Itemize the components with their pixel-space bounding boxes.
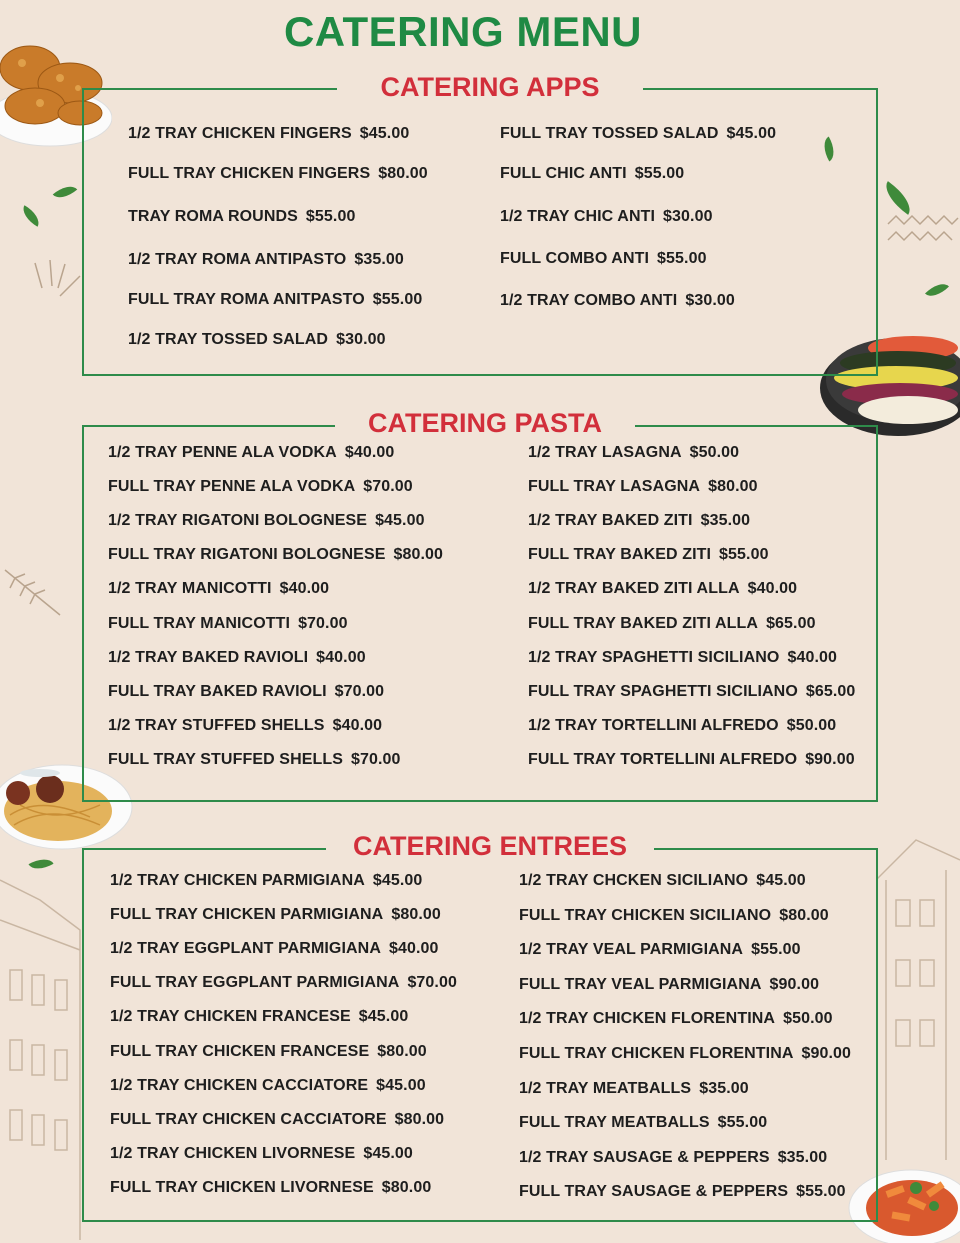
menu-item-name: 1/2 TRAY BAKED ZITI ALLA xyxy=(528,580,740,598)
menu-item-price: $45.00 xyxy=(376,1076,426,1094)
menu-item-name: FULL TRAY ROMA ANITPASTO xyxy=(128,291,365,308)
menu-item-price: $45.00 xyxy=(726,125,777,142)
menu-item xyxy=(108,580,329,598)
menu-item-price: $45.00 xyxy=(372,872,423,889)
menu-item-price: $30.00 xyxy=(663,208,713,225)
menu-item xyxy=(110,1077,426,1095)
menu-item-price: $45.00 xyxy=(756,872,806,889)
menu-item-price: $65.00 xyxy=(766,614,816,632)
menu-item-name: 1/2 TRAY ROMA ANTIPASTO xyxy=(128,251,347,268)
menu-item xyxy=(128,331,386,349)
menu-item-price: $80.00 xyxy=(779,906,829,924)
menu-item-price: $55.00 xyxy=(796,1183,846,1201)
menu-item-name: FULL TRAY MEATBALLS xyxy=(519,1114,710,1132)
menu-item xyxy=(519,1149,827,1167)
menu-item-price: $80.00 xyxy=(381,1178,432,1196)
menu-item-name: 1/2 TRAY CHIC ANTI xyxy=(500,208,656,225)
menu-item xyxy=(108,444,394,462)
menu-item xyxy=(519,872,806,890)
apps-section-title: CATERING APPS xyxy=(337,72,643,103)
menu-item-price: $80.00 xyxy=(394,1110,445,1128)
menu-item xyxy=(528,683,855,701)
menu-item xyxy=(519,1080,749,1098)
menu-item-price: $55.00 xyxy=(719,546,769,564)
menu-item-price: $55.00 xyxy=(751,941,801,959)
menu-item-name: FULL TRAY CHICKEN FRANCESE xyxy=(110,1042,370,1060)
pasta-section-title: CATERING PASTA xyxy=(335,408,635,439)
menu-item xyxy=(528,751,855,769)
menu-item xyxy=(108,478,413,496)
menu-item-price: $70.00 xyxy=(334,682,385,700)
menu-item-price: $40.00 xyxy=(279,580,330,598)
menu-item-name: 1/2 TRAY PENNE ALA VODKA xyxy=(108,444,337,461)
menu-item-price: $45.00 xyxy=(358,1008,409,1026)
building-sketch-left xyxy=(0,860,90,1240)
menu-item xyxy=(519,907,829,925)
menu-item-name: 1/2 TRAY VEAL PARMIGIANA xyxy=(519,941,744,959)
menu-item xyxy=(500,250,707,268)
menu-item-price: $80.00 xyxy=(378,165,428,182)
menu-item-name: 1/2 TRAY CHICKEN PARMIGIANA xyxy=(110,872,365,889)
menu-item-price: $45.00 xyxy=(363,1144,413,1162)
menu-item-price: $35.00 xyxy=(700,512,751,530)
menu-item xyxy=(110,872,422,890)
menu-item-name: FULL TRAY CHICKEN CACCIATORE xyxy=(110,1110,387,1128)
menu-item-price: $55.00 xyxy=(657,250,707,267)
menu-item-name: FULL COMBO ANTI xyxy=(500,250,650,267)
menu-item-name: 1/2 TRAY CHICKEN FRANCESE xyxy=(110,1008,351,1026)
menu-item-name: FULL TRAY TORTELLINI ALFREDO xyxy=(528,750,798,768)
menu-item-price: $45.00 xyxy=(375,512,425,530)
menu-item xyxy=(110,1145,413,1163)
menu-item xyxy=(528,478,758,496)
entrees-section-title: CATERING ENTREES xyxy=(326,831,654,862)
menu-item xyxy=(500,292,735,310)
menu-item xyxy=(500,125,776,143)
menu-item-name: 1/2 TRAY COMBO ANTI xyxy=(500,292,678,309)
menu-item-price: $55.00 xyxy=(717,1114,768,1132)
menu-item-name: 1/2 TRAY MANICOTTI xyxy=(108,580,272,598)
menu-item-name: 1/2 TRAY CHICKEN FINGERS xyxy=(128,125,352,142)
menu-item-name: 1/2 TRAY SAUSAGE & PEPPERS xyxy=(519,1148,770,1166)
menu-item xyxy=(110,1111,444,1129)
menu-item-price: $80.00 xyxy=(377,1042,427,1060)
menu-item xyxy=(110,1179,431,1197)
menu-item-price: $70.00 xyxy=(351,750,401,768)
menu-item xyxy=(110,974,457,992)
menu-item-price: $80.00 xyxy=(391,906,441,924)
menu-item xyxy=(110,1008,408,1026)
menu-item-name: FULL TRAY PENNE ALA VODKA xyxy=(108,478,356,496)
menu-item xyxy=(110,1043,427,1061)
menu-item xyxy=(528,546,769,564)
menu-item xyxy=(528,444,739,462)
menu-item xyxy=(110,940,439,958)
menu-item-price: $40.00 xyxy=(389,940,439,958)
menu-item-name: FULL TRAY TOSSED SALAD xyxy=(500,125,719,142)
menu-item xyxy=(528,615,816,633)
menu-item xyxy=(528,717,836,735)
menu-item-price: $65.00 xyxy=(805,682,856,700)
building-sketch-right xyxy=(876,820,960,1160)
menu-item-name: FULL TRAY BAKED ZITI ALLA xyxy=(528,614,759,632)
menu-item-name: FULL TRAY CHICKEN FINGERS xyxy=(128,165,371,182)
menu-item-name: FULL TRAY CHICKEN LIVORNESE xyxy=(110,1178,374,1196)
menu-item-name: FULL CHIC ANTI xyxy=(500,165,627,182)
menu-item xyxy=(500,208,713,226)
menu-item-name: FULL TRAY RIGATONI BOLOGNESE xyxy=(108,546,386,564)
menu-item xyxy=(519,1010,833,1028)
menu-item xyxy=(108,717,382,735)
menu-item-name: FULL TRAY VEAL PARMIGIANA xyxy=(519,975,762,993)
menu-item-price: $80.00 xyxy=(708,478,758,496)
menu-item-name: 1/2 TRAY BAKED ZITI xyxy=(528,512,693,530)
menu-item-price: $45.00 xyxy=(359,125,410,142)
menu-item xyxy=(519,1183,846,1201)
menu-item-name: FULL TRAY MANICOTTI xyxy=(108,614,291,632)
menu-item xyxy=(108,683,384,701)
menu-item-price: $50.00 xyxy=(786,716,837,734)
menu-item-price: $55.00 xyxy=(305,208,356,225)
menu-item-name: 1/2 TRAY CHICKEN LIVORNESE xyxy=(110,1144,356,1162)
zigzag-icon xyxy=(886,210,960,250)
leaf-icon xyxy=(925,278,949,302)
menu-item-price: $55.00 xyxy=(372,291,423,308)
menu-item xyxy=(528,649,837,667)
menu-item xyxy=(128,125,409,143)
menu-item-name: FULL TRAY BAKED RAVIOLI xyxy=(108,682,327,700)
menu-item-price: $80.00 xyxy=(393,546,444,564)
menu-item-name: TRAY ROMA ROUNDS xyxy=(128,208,298,225)
menu-item-name: 1/2 TRAY CHICKEN CACCIATORE xyxy=(110,1076,369,1094)
menu-item xyxy=(108,615,348,633)
menu-item-name: FULL TRAY BAKED ZITI xyxy=(528,546,712,564)
menu-item-price: $70.00 xyxy=(407,974,457,992)
menu-item xyxy=(519,976,819,994)
menu-item-price: $70.00 xyxy=(298,614,348,632)
menu-item-name: FULL TRAY SPAGHETTI SICILIANO xyxy=(528,682,798,700)
leaf-icon xyxy=(53,180,78,203)
menu-item-price: $55.00 xyxy=(634,165,685,182)
menu-item-name: FULL TRAY STUFFED SHELLS xyxy=(108,750,344,768)
menu-item-price: $40.00 xyxy=(747,580,798,598)
menu-item xyxy=(128,251,404,269)
menu-item xyxy=(128,291,422,309)
menu-item-price: $50.00 xyxy=(689,444,740,461)
menu-item-name: 1/2 TRAY CHICKEN FLORENTINA xyxy=(519,1010,776,1028)
menu-item-price: $35.00 xyxy=(777,1148,828,1166)
menu-item xyxy=(108,751,401,769)
menu-item-price: $50.00 xyxy=(783,1010,833,1028)
menu-item-name: 1/2 TRAY STUFFED SHELLS xyxy=(108,716,325,734)
menu-item xyxy=(519,1114,767,1132)
menu-item-name: 1/2 TRAY MEATBALLS xyxy=(519,1079,692,1097)
menu-item-name: FULL TRAY LASAGNA xyxy=(528,478,701,496)
menu-item-price: $40.00 xyxy=(787,648,837,666)
menu-item-price: $30.00 xyxy=(685,292,735,309)
menu-item-name: 1/2 TRAY EGGPLANT PARMIGIANA xyxy=(110,940,381,958)
wheat-sketch-icon xyxy=(0,560,70,630)
menu-item-name: FULL TRAY SAUSAGE & PEPPERS xyxy=(519,1183,789,1201)
menu-item xyxy=(108,649,366,667)
menu-item xyxy=(500,165,684,183)
menu-item xyxy=(519,1045,851,1063)
menu-item-price: $40.00 xyxy=(344,444,395,461)
menu-item-name: 1/2 TRAY TOSSED SALAD xyxy=(128,331,329,348)
menu-item-price: $70.00 xyxy=(363,478,413,496)
menu-item-name: FULL TRAY CHICKEN PARMIGIANA xyxy=(110,906,384,924)
menu-item-price: $35.00 xyxy=(354,251,404,268)
menu-item-name: FULL TRAY CHICKEN SICILIANO xyxy=(519,906,772,924)
menu-item-price: $90.00 xyxy=(801,1045,852,1062)
menu-item-price: $90.00 xyxy=(769,975,820,993)
menu-item-name: 1/2 TRAY LASAGNA xyxy=(528,444,682,461)
menu-item-price: $35.00 xyxy=(699,1079,749,1097)
menu-item-price: $30.00 xyxy=(336,331,386,348)
menu-item xyxy=(519,941,801,959)
menu-item xyxy=(128,165,428,183)
menu-item-price: $90.00 xyxy=(805,750,855,768)
menu-item xyxy=(528,512,750,530)
menu-item-name: 1/2 TRAY CHCKEN SICILIANO xyxy=(519,872,749,889)
dash-marks-icon xyxy=(30,258,90,298)
menu-item xyxy=(108,512,425,530)
menu-item-price: $40.00 xyxy=(332,716,383,734)
menu-item xyxy=(128,208,355,226)
menu-item-price: $40.00 xyxy=(316,648,366,666)
menu-item xyxy=(108,546,443,564)
menu-item-name: 1/2 TRAY SPAGHETTI SICILIANO xyxy=(528,648,780,666)
leaf-icon xyxy=(18,205,43,226)
menu-item xyxy=(110,906,441,924)
menu-item-name: 1/2 TRAY BAKED RAVIOLI xyxy=(108,648,309,666)
page-title: CATERING MENU xyxy=(283,8,643,55)
menu-item-name: 1/2 TRAY TORTELLINI ALFREDO xyxy=(528,716,779,734)
menu-item-name: 1/2 TRAY RIGATONI BOLOGNESE xyxy=(108,512,368,530)
menu-item-name: FULL TRAY EGGPLANT PARMIGIANA xyxy=(110,974,400,992)
menu-item xyxy=(528,580,797,598)
menu-item-name: FULL TRAY CHICKEN FLORENTINA xyxy=(519,1045,794,1062)
